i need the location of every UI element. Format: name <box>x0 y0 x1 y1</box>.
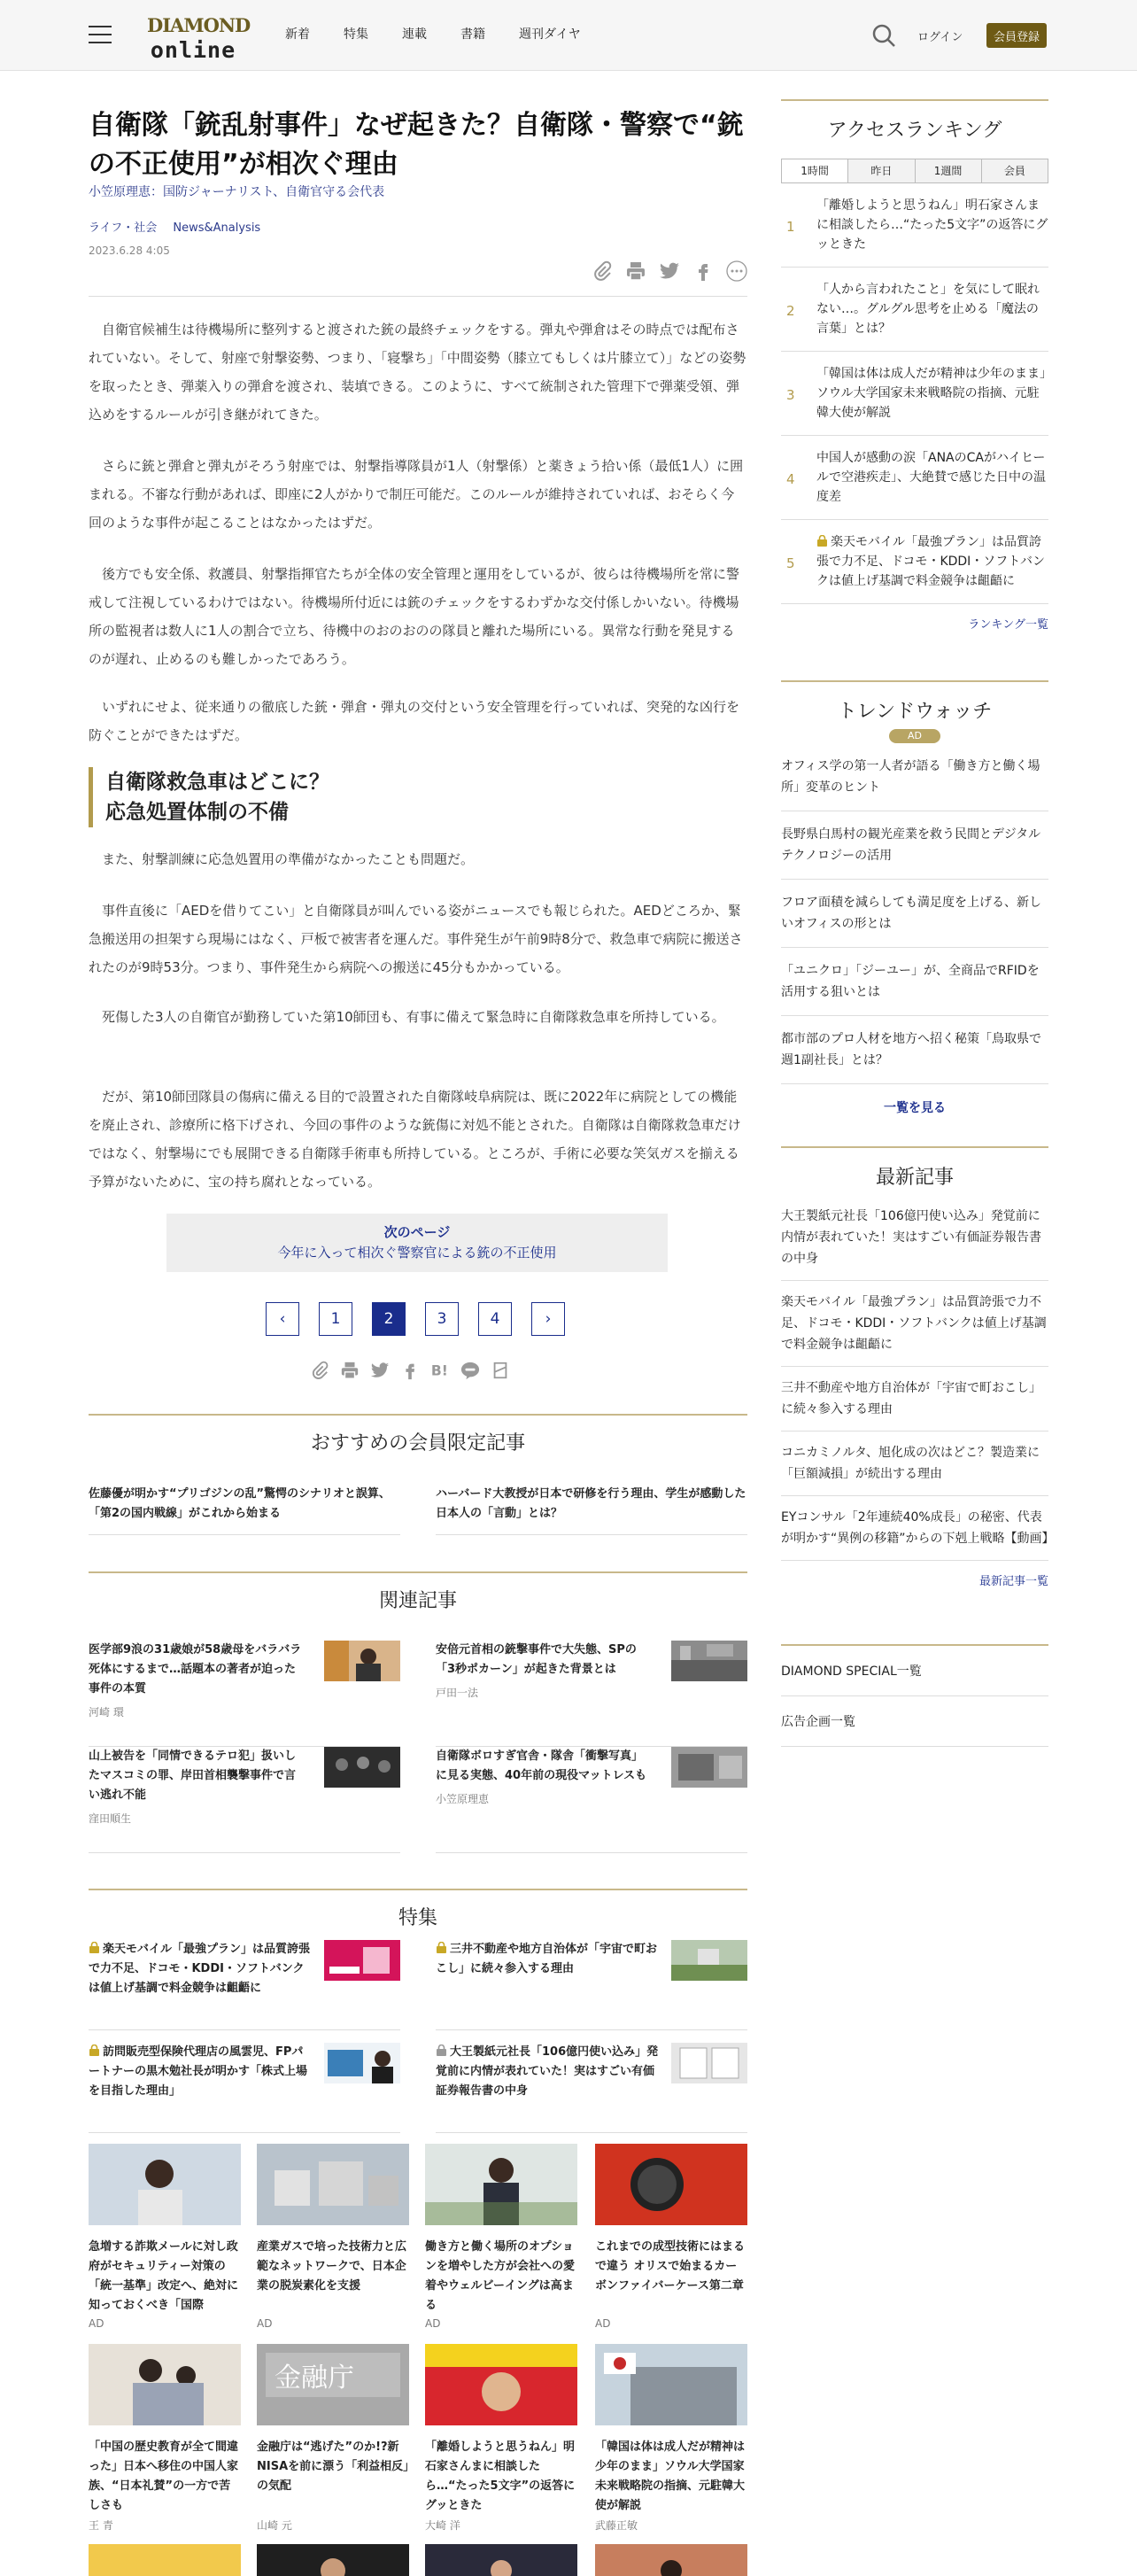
card-image <box>595 2344 747 2425</box>
related-title: 関連記事 <box>378 1590 457 1612</box>
ranking-item[interactable] <box>781 268 1048 352</box>
nav-weekly[interactable]: 週刊ダイヤ <box>519 27 581 42</box>
recommend-item[interactable]: ハーバード大教授が日本で研修を行う理由、学生が感動した日本人の「言動」とは？ <box>436 1485 747 1535</box>
latest-item[interactable]: 大王製紙元社長「106億円使い込み」発覚前に内情が表れていた！実はすごい有価証券報告書の中身 <box>781 1195 1048 1281</box>
tab-1hour[interactable]: 1時間 <box>782 159 848 182</box>
card-image <box>425 2344 577 2425</box>
main-nav <box>285 25 581 43</box>
feature-item[interactable] <box>89 1940 400 2030</box>
rank-title: 「人から言われたこと」を気にして眠れない…。グルグル思考を止める「魔法の言葉」とは？ <box>816 283 1040 336</box>
lock-icon <box>89 1942 100 1953</box>
feature-item[interactable] <box>436 1940 747 2030</box>
line-icon[interactable] <box>460 1361 480 1380</box>
trend-item[interactable]: 長野県白馬村の観光産業を救う民間とデジタルテクノロジーの活用 <box>781 811 1048 880</box>
logo-text-top: DIAMOND <box>147 14 251 36</box>
card-title: これまでの成型技術にはまるで違う オリスで始まるカーボンファイバーケース第二章 <box>595 2240 746 2293</box>
latest-item[interactable]: 三井不動産や地方自治体が「宇宙で町おこし」に続々参入する理由 <box>781 1367 1048 1432</box>
related-thumbnail <box>324 1747 400 1788</box>
card-image <box>89 2144 241 2225</box>
tab-week[interactable]: 1週間 <box>916 159 982 182</box>
latest-more-link[interactable]: 最新記事一覧 <box>978 1575 1048 1588</box>
svg-text:B!: B! <box>430 1362 448 1379</box>
heading-line-1: 自衛隊救急車はどこに？ <box>105 771 329 794</box>
card-author: 山崎 元 <box>257 2519 292 2532</box>
ranking-tabs <box>781 159 1048 183</box>
latest-title: 最新記事 <box>875 1167 954 1189</box>
related-thumbnail <box>671 1641 747 1681</box>
feature-item-title: 三井不動産や地方自治体が「宇宙で町おこし」に続々参入する理由 <box>436 1943 658 1975</box>
trend-section <box>781 680 1048 1116</box>
card-title: 働き方と働く場所のオプションを増やした方が会社への愛着やウェルビーイングは高まる <box>425 2240 576 2312</box>
category-link[interactable]: ライフ・社会 <box>89 221 158 235</box>
pocket-icon[interactable] <box>491 1361 510 1380</box>
card-image-partial <box>595 2544 747 2576</box>
ranking-item[interactable] <box>781 436 1048 520</box>
ranking-section <box>781 99 1048 632</box>
card-title: 「中国の歴史教育が全て間違った」日本へ移住の中国人家族、“日本礼賛”の一方で苦しさも <box>89 2440 239 2512</box>
latest-item[interactable]: コニカミノルタ、旭化成の次はどこ？製造業に「巨額減損」が続出する理由 <box>781 1432 1048 1496</box>
ranking-item[interactable] <box>781 352 1048 436</box>
feature-card[interactable] <box>595 2144 747 2330</box>
related-item[interactable] <box>89 1641 400 1747</box>
feature-thumbnail <box>671 1940 747 1981</box>
rank-title: 楽天モバイル「最強プラン」は品質誇張で力不足、ドコモ・KDDI・ソフトバンクは値上げ基調で料金競争は齟齬に <box>816 535 1046 588</box>
card-image <box>257 2344 409 2425</box>
rank-number: 3 <box>786 386 795 403</box>
related-item-author: 窪田順生 <box>89 1812 132 1825</box>
feature-item[interactable] <box>436 2043 747 2133</box>
article-paragraph: さらに銃と弾倉と弾丸がそろう射座では、射撃指導隊員が1人（射撃係）と薬きょう拾い係（最低1人）に囲まれる。不審な行動があれば、即座に2人がかりで制圧可能だ。このルールが維持されていれば、おそらく今回のような事件が起こることはなかったはずだ。 <box>89 458 744 531</box>
rank-title: 「離婚しようと思うねん」明石家さんまに相談したら…“たった5文字”の返答にグッときた <box>816 198 1048 252</box>
latest-item[interactable]: 楽天モバイル「最強プラン」は品質誇張で力不足、ドコモ・KDDI・ソフトバンクは値上げ基調で料金競争は齟齬に <box>781 1281 1048 1367</box>
site-logo[interactable] <box>147 14 251 63</box>
related-item-author: 河崎 環 <box>89 1706 124 1719</box>
rank-number: 4 <box>786 470 795 487</box>
hatena-icon[interactable] <box>430 1361 450 1380</box>
trend-item[interactable]: 「ユニクロ」「ジーユー」が、全商品でRFIDを活用する狙いとは <box>781 948 1048 1016</box>
rank-title: 「韓国は体は成人だが精神は少年のまま」ソウル大学国家未来戦略院の指摘、元駐韓大使が解説 <box>816 367 1046 420</box>
related-item-author: 小笠原理恵 <box>436 1793 490 1805</box>
nav-new[interactable]: 新着 <box>285 27 310 42</box>
menu-icon[interactable] <box>89 26 112 43</box>
latest-item[interactable]: EYコンサル「2年連続40%成長」の秘密、代表が明かす“異例の移籍”からの下剋上戦略【動画】 <box>781 1496 1048 1561</box>
related-thumbnail <box>671 1747 747 1788</box>
card-author: 王 青 <box>89 2519 113 2532</box>
card-title: 急増する詐欺メールに対し政府がセキュリティー対策の「統一基準」改定へ、絶対に知っておくべき「国際 <box>89 2240 239 2312</box>
special-link[interactable]: DIAMOND SPECIAL一覧 <box>781 1646 1048 1696</box>
site-header <box>0 0 1137 71</box>
feature-title: 特集 <box>398 1907 437 1929</box>
tab-yesterday[interactable]: 昨日 <box>848 159 915 182</box>
card-image-partial <box>257 2544 409 2576</box>
card-image-partial <box>425 2544 577 2576</box>
card-image <box>257 2144 409 2225</box>
article-title: 自衛隊「銃乱射事件」なぜ起きた？自衛隊・警察で“銃の不正使用”が相次ぐ理由 <box>89 110 744 180</box>
recommend-title: おすすめの会員限定記事 <box>310 1432 526 1455</box>
twitter-icon[interactable] <box>370 1361 390 1380</box>
section-heading <box>89 767 747 827</box>
feature-card[interactable] <box>257 2144 409 2330</box>
section-divider <box>89 1571 747 1573</box>
feature-item-title: 楽天モバイル「最強プラン」は品質誇張で力不足、ドコモ・KDDI・ソフトバンクは値上げ基調で料金競争は齟齬に <box>89 1943 311 1995</box>
heading-line-2: 応急処置体制の不備 <box>105 801 289 824</box>
share-bar-bottom <box>310 1361 510 1380</box>
lock-icon <box>436 1942 447 1953</box>
card-author: 武藤正敏 <box>595 2519 638 2532</box>
related-thumbnail <box>324 1641 400 1681</box>
card-image <box>425 2144 577 2225</box>
card-author: AD <box>595 2317 611 2330</box>
next-page-label: 次のページ <box>383 1224 451 1240</box>
page-2[interactable]: 2 <box>372 1302 406 1336</box>
article-paragraph: 後方でも安全係、救護員、射撃指揮官たちが全体の安全管理と運用をしているが、彼らは待機場所を常に警戒して注視しているわけではない。待機場所付近には銃のチェックをするわずかな交付係しかいない。待機場所の監視者は数人に1人の割合で立ち、待機中のおのおのの隊員と離れた場所にいる。異常な行動を発見するのが遅れ、止めるのも難しかったであろう。 <box>89 566 740 667</box>
card-title: 金融庁は“逃げた”のか!?新NISAを前に漂う「利益相反」の気配 <box>257 2440 409 2493</box>
page-4[interactable]: 4 <box>478 1302 512 1336</box>
ranking-title: アクセスランキング <box>827 120 1002 142</box>
print-icon[interactable] <box>625 260 646 282</box>
trend-title: トレンドウォッチ <box>837 701 993 723</box>
author-link[interactable]: 小笠原理恵：国防ジャーナリスト、自衛官守る会代表 <box>89 185 385 199</box>
latest-section <box>781 1146 1055 1588</box>
card-image <box>595 2144 747 2225</box>
card-image <box>89 2344 241 2425</box>
trend-item[interactable]: オフィス学の第一人者が語る「働き方と働く場所」変革のヒント <box>781 743 1048 811</box>
feature-thumbnail <box>324 1940 400 1981</box>
card-author: AD <box>257 2317 273 2330</box>
article-paragraph: いずれにせよ、従来通りの徹底した銃・弾倉・弾丸の交付という安全管理を行っていれば、突発的な凶行を防ぐことができたはずだ。 <box>89 699 740 743</box>
section-divider <box>89 1889 747 1890</box>
page-3[interactable]: 3 <box>425 1302 459 1336</box>
ranking-more-link[interactable]: ランキング一覧 <box>968 618 1048 632</box>
recommend-item[interactable]: 佐藤優が明かす“プリゴジンの乱”驚愕のシナリオと誤算、「第2の国内戦線」がこれから始まる <box>89 1485 400 1535</box>
next-page-button[interactable]: › <box>531 1302 565 1336</box>
feature-thumbnail <box>324 2043 400 2083</box>
ad-badge: AD <box>889 729 940 743</box>
register-button[interactable]: 会員登録 <box>986 23 1047 48</box>
share-bar-top <box>592 260 747 282</box>
next-page-link[interactable] <box>166 1214 668 1272</box>
card-title: 産業ガスで培った技術力と広範なネットワークで、日本企業の脱炭素化を支援 <box>257 2240 407 2293</box>
more-icon[interactable] <box>726 260 747 282</box>
page-1[interactable]: 1 <box>319 1302 352 1336</box>
trend-more-link[interactable]: 一覧を見る <box>884 1101 946 1115</box>
feature-card[interactable] <box>425 2344 577 2533</box>
related-item-author: 戸田一法 <box>436 1687 479 1699</box>
pagination <box>266 1302 565 1336</box>
login-link[interactable]: ログイン <box>917 31 963 44</box>
related-item-title: 医学部9浪の31歳娘が58歳母をバラバラ死体にするまで…話題本の著者が迫った事件の本質 <box>89 1643 302 1695</box>
clip-icon[interactable] <box>310 1361 329 1380</box>
trend-item[interactable]: 都市部のプロ人材を地方へ招く秘策「鳥取県で週1副社長」とは？ <box>781 1016 1048 1084</box>
rank-number: 2 <box>786 302 795 319</box>
special-links <box>781 1644 1048 1747</box>
article-paragraph: だが、第10師団隊員の傷病に備える目的で設置された自衛隊岐阜病院は、既に2022年に病院としての機能を廃止され、診療所に格下げされ、今回の事件のような銃傷に対処不能とされた。自衛隊は自衛隊救急車だけではなく、射撃場にでも展開できる自衛隊手術車も所持している。ところが、手術に必要な笑気ガスを揃える予算がないために、宝の持ち腐れとなっている。 <box>89 1089 741 1190</box>
feature-item-title: 大王製紙元社長「106億円使い込み」発覚前に内情が表れていた！実はすごい有価証券報告書の中身 <box>436 2045 659 2098</box>
related-item-title: 安倍元首相の銃撃事件で大失態、SPの「3秒ポカーン」が起きた背景とは <box>436 1643 637 1676</box>
facebook-icon[interactable] <box>692 260 714 282</box>
rank-number: 1 <box>786 218 795 235</box>
search-icon[interactable] <box>871 23 896 48</box>
card-title: 「離婚しようと思うねん」明石家さんまに相談したら…“たった5文字”の返答にグッときた <box>425 2440 576 2512</box>
related-item[interactable] <box>436 1747 747 1853</box>
next-page-title: 今年に入って相次ぐ警察官による銃の不正使用 <box>277 1245 557 1261</box>
nav-series[interactable]: 連載 <box>402 27 427 42</box>
publish-date: 2023.6.28 4:05 <box>89 244 170 257</box>
twitter-icon[interactable] <box>659 260 680 282</box>
feature-card[interactable] <box>257 2344 409 2533</box>
article-paragraph: 死傷した3人の自衛官が勤務していた第10師団も、有事に備えて緊急時に自衛隊救急車を所持している。 <box>102 1009 725 1025</box>
ad-projects-link[interactable]: 広告企画一覧 <box>781 1696 1048 1747</box>
feature-card[interactable] <box>89 2344 241 2533</box>
svg-text:金融庁: 金融庁 <box>275 2363 354 2394</box>
section-divider <box>89 1414 747 1416</box>
feature-card[interactable] <box>89 2144 241 2330</box>
related-item-title: 自衛隊ボロすぎ官舎・隊舎「衝撃写真」に見る実態、40年前の現役マットレスも <box>436 1750 647 1782</box>
related-item[interactable] <box>436 1641 747 1747</box>
nav-books[interactable]: 書籍 <box>460 27 485 42</box>
ranking-item[interactable] <box>781 183 1048 268</box>
ranking-item[interactable] <box>781 520 1048 604</box>
card-author: AD <box>89 2317 104 2330</box>
feature-card[interactable] <box>595 2344 747 2533</box>
article-paragraph: 自衛官候補生は待機場所に整列すると渡された銃の最終チェックをする。弾丸や弾倉はその時点では配布されていない。そして、射座で射撃姿勢、つまり、「寝撃ち」「中間姿勢（膝立てもしくは片膝立て）」などの姿勢を取ったとき、弾薬入りの弾倉を渡され、装填できる。このように、すべて統制された管理下で弾薬受領、弾込めをするルールが引き継がれてきた。 <box>89 322 746 423</box>
prev-page-button[interactable]: ‹ <box>266 1302 299 1336</box>
card-title: 「韓国は体は成人だが精神は少年のまま」ソウル大学国家未来戦略院の指摘、元駐韓大使が解説 <box>595 2440 746 2512</box>
trend-item[interactable]: フロア面積を減らしても満足度を上げる、新しいオフィスの形とは <box>781 880 1048 948</box>
rank-title: 中国人が感動の涙「ANAのCAがハイヒールで空港疾走」、大絶賛で感じた日中の温度差 <box>816 451 1046 504</box>
series-link[interactable]: News&Analysis <box>173 221 261 235</box>
nav-feature[interactable]: 特集 <box>344 27 368 42</box>
lock-icon <box>89 2045 100 2056</box>
logo-text-bottom: online <box>150 37 236 63</box>
card-author: AD <box>425 2317 441 2330</box>
print-icon[interactable] <box>340 1361 360 1380</box>
rank-number: 5 <box>786 555 795 571</box>
article-paragraph: また、射撃訓練に応急処置用の準備がなかったことも問題だ。 <box>102 851 475 867</box>
facebook-icon[interactable] <box>400 1361 420 1380</box>
category-list <box>89 218 273 235</box>
feature-thumbnail <box>671 2043 747 2083</box>
lock-icon <box>436 2045 447 2056</box>
clip-icon[interactable] <box>592 260 613 282</box>
card-image-partial <box>89 2544 241 2576</box>
article-paragraph: 事件直後に「AEDを借りてこい」と自衛隊員が叫んでいる姿がニュースでも報じられた。AEDどころか、緊急搬送用の担架すら現場にはなく、戸板で被害者を運んだ。事件発生が午前9時8分で、救急車で病院に搬送されたのが9時53分。つまり、事件発生から病院への搬送に45分もかかっている。 <box>89 903 743 975</box>
related-item-title: 山上被告を「同情できるテロ犯」扱いしたマスコミの罪、岸田首相襲撃事件で言い逃れ不能 <box>89 1750 297 1802</box>
feature-card[interactable] <box>425 2144 577 2330</box>
related-item[interactable] <box>89 1747 400 1853</box>
card-author: 大崎 洋 <box>425 2519 460 2532</box>
feature-item-title: 訪問販売型保険代理店の風雲児、FPパートナーの黒木勉社長が明かす「株式上場を目指した理由」 <box>89 2045 308 2098</box>
feature-item[interactable] <box>89 2043 400 2133</box>
divider <box>89 296 747 297</box>
lock-icon <box>816 535 828 547</box>
tab-members[interactable]: 会員 <box>982 159 1048 182</box>
